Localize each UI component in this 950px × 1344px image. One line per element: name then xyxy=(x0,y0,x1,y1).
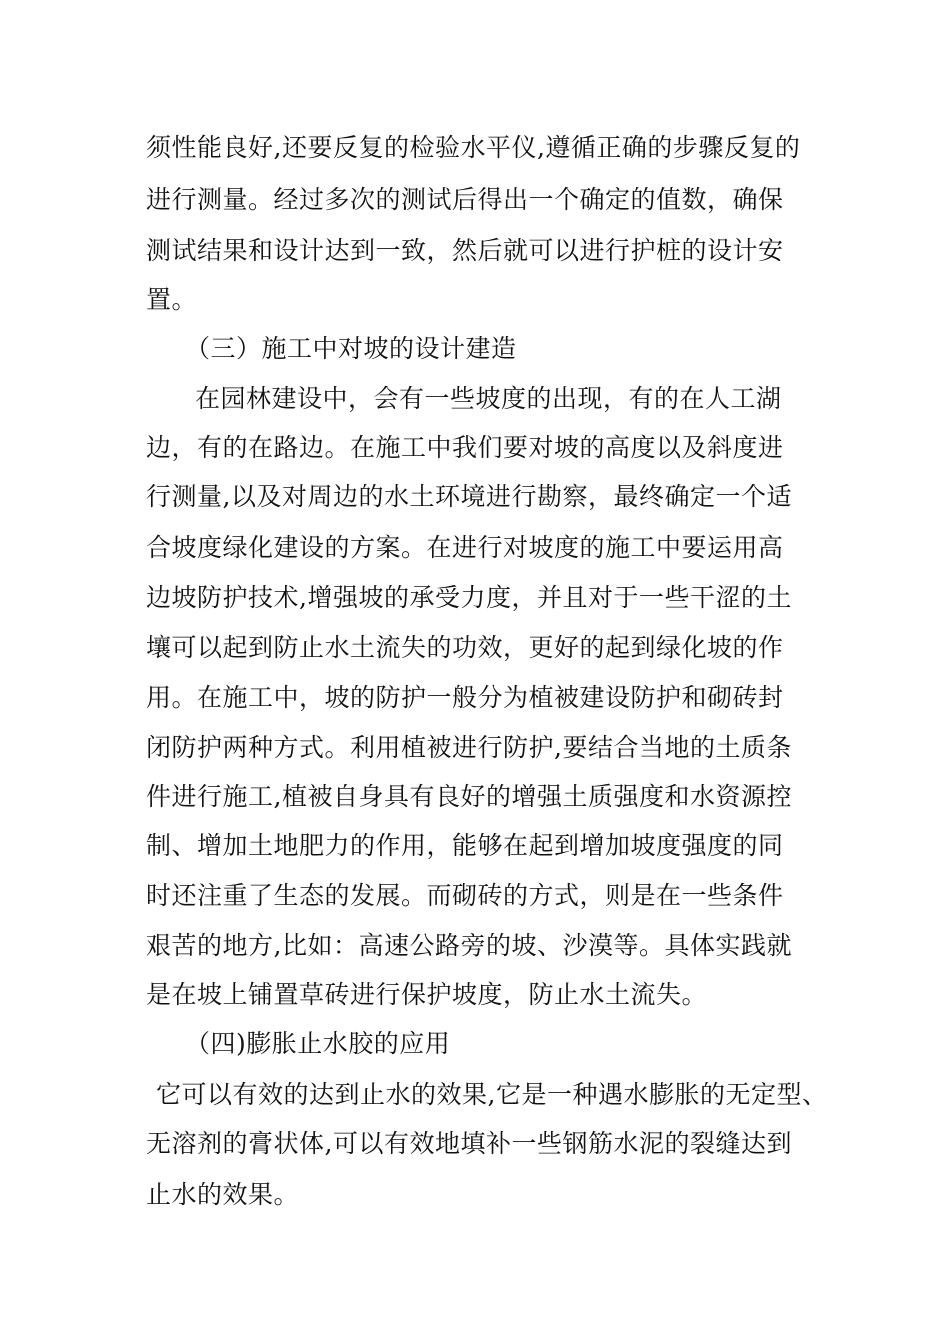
paragraph-line: 测试结果和设计达到一致，然后就可以进行护桩的设计安 xyxy=(146,236,784,265)
paragraph-line: 无溶剂的膏状体,可以有效地填补一些钢筋水泥的裂缝达到 xyxy=(146,1129,792,1158)
paragraph-line: 它可以有效的达到止水的效果,它是一种遇水膨胀的无定型、 xyxy=(156,1080,828,1109)
paragraph-line: 是在坡上铺置草砖进行保护坡度，防止水土流失。 xyxy=(146,980,708,1009)
section-heading-3: （三）施工中对坡的设计建造 xyxy=(185,334,517,363)
paragraph-line: 进行测量。经过多次的测试后得出一个确定的值数，确保 xyxy=(146,185,784,214)
paragraph-line: 合坡度绿化建设的方案。在进行对坡度的施工中要运用高 xyxy=(146,533,784,562)
paragraph-line: 止水的效果。 xyxy=(146,1180,300,1209)
paragraph-line: 须性能良好,还要反复的检验水平仪,遵循正确的步骤反复的 xyxy=(146,133,801,162)
paragraph-line: 时还注重了生态的发展。而砌砖的方式，则是在一些条件 xyxy=(146,881,784,910)
paragraph-line: 闭防护两种方式。利用植被进行防护,要结合当地的土质条 xyxy=(146,733,792,762)
section-heading-4: （四)膨胀止水胶的应用 xyxy=(185,1029,451,1058)
paragraph-line: 在园林建设中，会有一些坡度的出现，有的在人工湖 xyxy=(195,384,782,413)
paragraph-line: 置。 xyxy=(146,285,198,314)
paragraph-line: 行测量,以及对周边的水土环境进行勘察，最终确定一个适 xyxy=(146,482,792,511)
paragraph-line: 件进行施工,植被自身具有良好的增强土质强度和水资源控 xyxy=(146,782,792,811)
paragraph-line: 边坡防护技术,增强坡的承受力度，并且对于一些干涩的土 xyxy=(146,583,792,612)
paragraph-line: 边，有的在路边。在施工中我们要对坡的高度以及斜度进 xyxy=(146,433,784,462)
paragraph-line: 艰苦的地方,比如：高速公路旁的坡、沙漠等。具体实践就 xyxy=(146,931,792,960)
paragraph-line: 制、增加土地肥力的作用，能够在起到增加坡度强度的同 xyxy=(146,831,784,860)
paragraph-line: 壤可以起到防止水土流失的功效，更好的起到绿化坡的作 xyxy=(146,633,784,662)
paragraph-line: 用。在施工中，坡的防护一般分为植被建设防护和砌砖封 xyxy=(146,683,784,712)
